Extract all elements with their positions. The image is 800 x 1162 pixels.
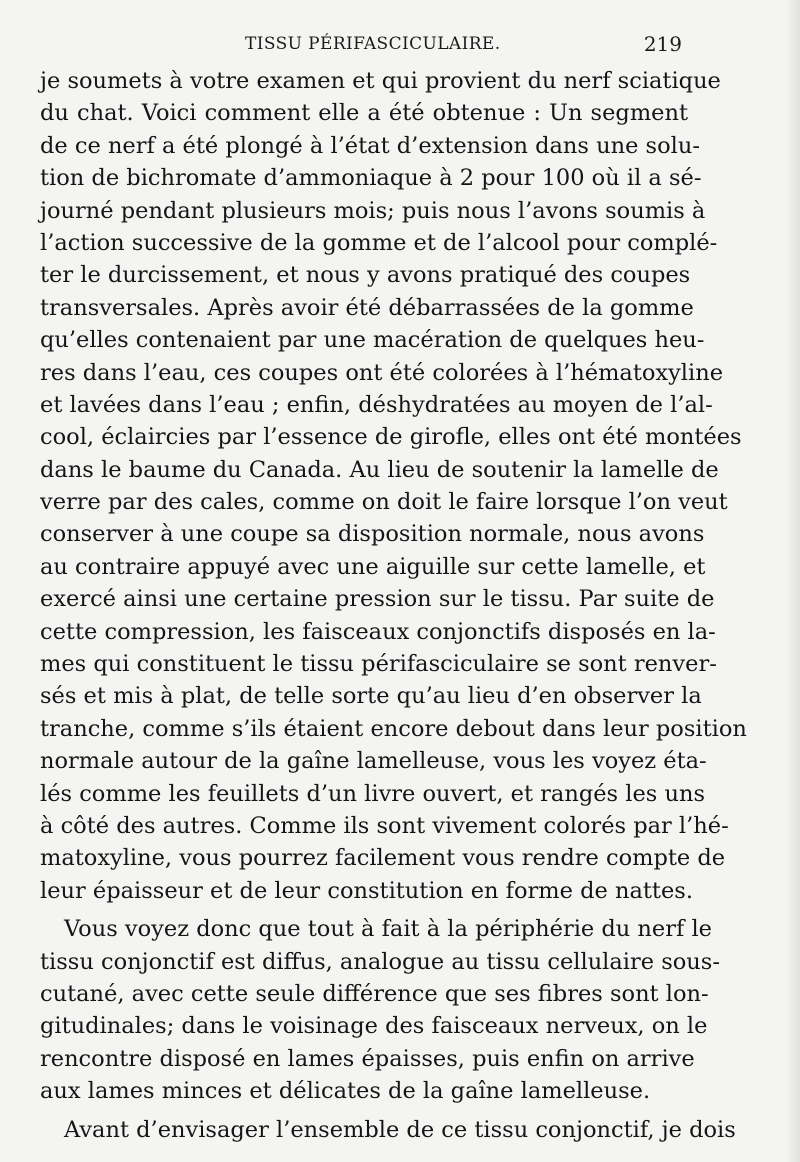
- text-line: et lavées dans l’eau ; enfin, déshydratées au moyen de l’al-: [40, 391, 713, 418]
- text-line: de ce nerf a été plongé à l’état d’extension dans une solu-: [40, 132, 700, 159]
- text-line: tion de bichromate d’ammoniaque à 2 pour 100 où il a sé-: [40, 165, 702, 192]
- text-line: au contraire appuyé avec une aiguille sur cette lamelle, et: [40, 553, 706, 580]
- text-line: à côté des autres. Comme ils sont vivement colorés par l’hé-: [40, 812, 729, 839]
- text-line: normale autour de la gaîne lamelleuse, vous les voyez éta-: [40, 748, 707, 775]
- text-line: cutané, avec cette seule différence que ses fibres sont lon-: [40, 980, 709, 1007]
- text-line: cette compression, les faisceaux conjonctifs disposés en la-: [40, 618, 716, 645]
- paragraph-2: [40, 913, 720, 1107]
- text-line: aux lames minces et délicates de la gaîne lamelleuse.: [40, 1078, 651, 1105]
- text-line: l’action successive de la gomme et de l’alcool pour complé-: [40, 229, 718, 256]
- text-line: rencontre disposé en lames épaisses, puis enfin on arrive: [40, 1045, 695, 1072]
- text-line: lés comme les feuillets d’un livre ouvert, et rangés les uns: [40, 780, 705, 807]
- text-line: du chat. Voici comment elle a été obtenue : Un segment: [40, 100, 688, 127]
- text-line: exercé ainsi une certaine pression sur le tissu. Par suite de: [40, 586, 715, 613]
- text-line: je soumets à votre examen et qui provient du nerf sciatique: [40, 68, 721, 94]
- text-line: tissu conjonctif est diffus, analogue au tissu cellulaire sous-: [40, 948, 720, 975]
- text-line: Vous voyez donc que tout à fait à la périphérie du nerf le: [64, 916, 712, 943]
- text-line: dans le baume du Canada. Au lieu de soutenir la lamelle de: [40, 456, 719, 483]
- paragraph-1: [40, 65, 747, 907]
- text-line: leur épaisseur et de leur constitution en forme de nattes.: [40, 877, 693, 904]
- text-line: conserver à une coupe sa disposition normale, nous avons: [40, 521, 705, 548]
- text-line: res dans l’eau, ces coupes ont été colorées à l’hématoxyline: [40, 359, 724, 386]
- page-header: [40, 32, 690, 62]
- text-line: matoxyline, vous pourrez facilement vous rendre compte de: [40, 845, 726, 872]
- text-line: mes qui constituent le tissu périfasciculaire se sont renver-: [40, 651, 717, 678]
- text-line: journé pendant plusieurs mois; puis nous l’avons soumis à: [40, 197, 706, 224]
- paragraph-3: [40, 1114, 736, 1146]
- text-line: qu’elles contenaient par une macération de quelques heu-: [40, 327, 705, 354]
- text-line: Avant d’envisager l’ensemble de ce tissu conjonctif, je dois: [64, 1116, 736, 1143]
- page-number: 219: [643, 32, 682, 56]
- text-line: sés et mis à plat, de telle sorte qu’au lieu d’en observer la: [40, 683, 702, 710]
- body-text: [40, 65, 747, 1146]
- text-line: tranche, comme s’ils étaient encore debout dans leur position: [40, 715, 747, 742]
- running-title: TISSU PÉRIFASCICULAIRE.: [245, 34, 501, 54]
- text-line: verre par des cales, comme on doit le faire lorsque l’on veut: [40, 489, 728, 516]
- binding-shadow: [786, 0, 800, 1162]
- text-line: transversales. Après avoir été débarrassées de la gomme: [40, 294, 694, 321]
- text-line: cool, éclaircies par l’essence de girofle, elles ont été montées: [40, 424, 742, 451]
- text-line: gitudinales; dans le voisinage des faisceaux nerveux, on le: [40, 1013, 708, 1040]
- text-line: ter le durcissement, et nous y avons pratiqué des coupes: [40, 262, 691, 289]
